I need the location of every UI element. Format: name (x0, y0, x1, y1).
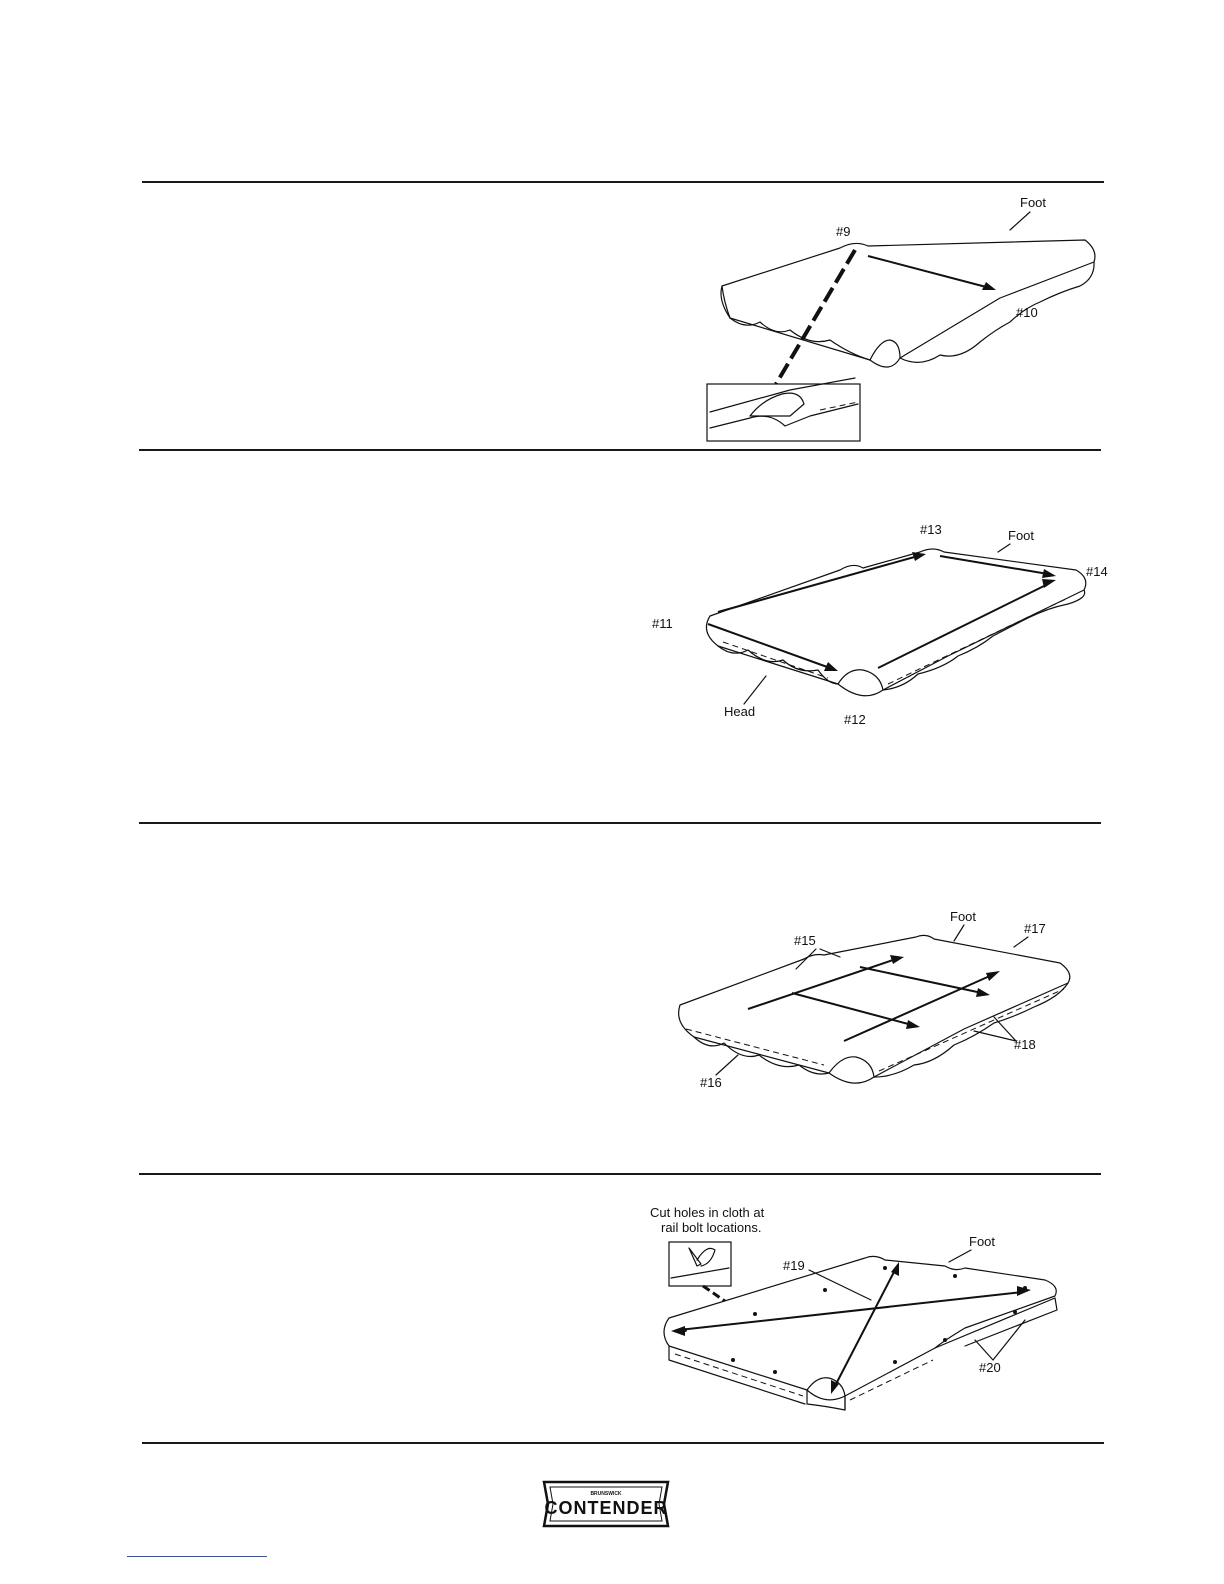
logo-brand: CONTENDER (544, 1498, 668, 1518)
label-head: Head (724, 704, 756, 719)
contender-logo (536, 1478, 676, 1530)
label-point-20: #20 (979, 1360, 1001, 1375)
label-foot: Foot (1020, 195, 1047, 210)
label-point-10: #10 (1016, 305, 1038, 320)
label-foot: Foot (950, 909, 977, 924)
label-point-17: #17 (1024, 921, 1046, 936)
callout-line2: rail bolt locations. (661, 1220, 762, 1235)
logo-brand-small: BRUNSWICK (590, 1491, 622, 1497)
step4-illustration (645, 1200, 1075, 1420)
label-point-14: #14 (1086, 564, 1108, 579)
table-slab (679, 935, 1070, 1083)
label-point-11: #11 (652, 616, 673, 631)
label-point-16: #16 (700, 1075, 722, 1090)
label-point-13: #13 (920, 522, 942, 537)
footer-link-underline (127, 1556, 267, 1557)
step2-illustration (648, 518, 1118, 733)
step3-illustration (664, 905, 1084, 1105)
step1-illustration (690, 190, 1110, 445)
section-divider-2 (139, 822, 1101, 824)
table-slab (721, 240, 1095, 367)
inset-detail (707, 384, 860, 441)
section-divider-bottom (142, 1442, 1104, 1444)
section-divider-top (142, 181, 1104, 183)
section-divider-3 (139, 1173, 1101, 1175)
label-point-19: #19 (783, 1258, 805, 1273)
label-foot: Foot (969, 1234, 996, 1249)
label-point-12: #12 (844, 712, 866, 727)
label-point-9: #9 (836, 224, 851, 239)
callout-line1: Cut holes in cloth at (650, 1205, 765, 1220)
label-point-15: #15 (794, 933, 816, 948)
section-divider-1 (139, 449, 1101, 451)
label-foot: Foot (1008, 528, 1035, 543)
label-point-18: #18 (1014, 1037, 1036, 1052)
